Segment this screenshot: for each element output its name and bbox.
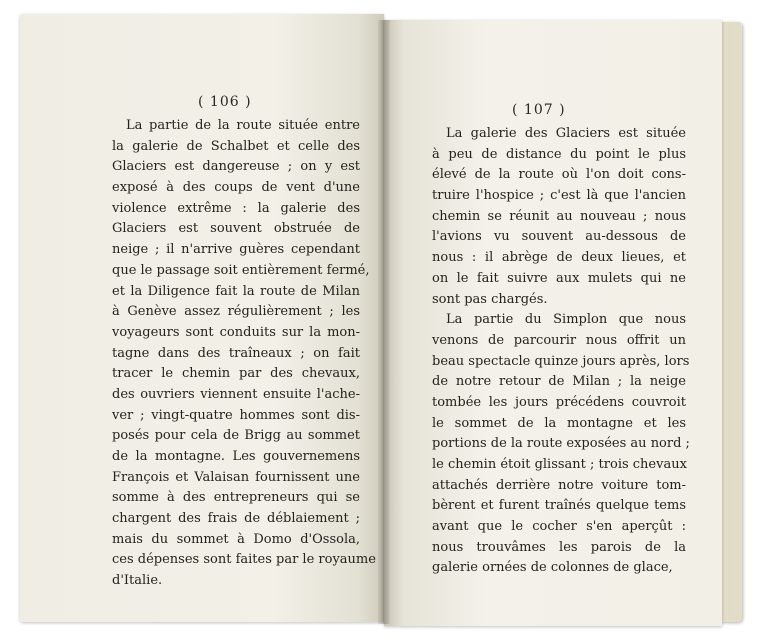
text-line: La partie du Simplon que nous [446, 312, 686, 328]
text-line: la galerie de Schalbet et celle des [112, 138, 360, 154]
text-line: exposé à des coups de vent d'une [112, 180, 360, 196]
right-page-text [432, 124, 690, 579]
text-line: attachés derrière notre voiture tom- [432, 477, 686, 493]
text-line: des ouvriers viennent ensuite l'ache- [112, 386, 360, 402]
right-page-number: ( 107 ) [512, 102, 566, 118]
text-line: mais du sommet à Domo d'Ossola, [112, 531, 360, 547]
text-line: Glaciers est dangereuse ; on y est [112, 159, 360, 175]
text-line: sont pas chargés. [432, 291, 548, 307]
book-gutter [378, 20, 390, 624]
page-edges [720, 22, 742, 622]
text-line: chemin se réunit au nouveau ; nous [432, 208, 686, 224]
text-line: avant que le cocher s'en aperçût : [432, 519, 686, 535]
text-line: ver ; vingt-quatre hommes sont dis- [112, 407, 360, 423]
right-page [384, 20, 722, 626]
text-line: beau spectacle quinze jours après, lors [432, 353, 690, 369]
text-line: tombée les jours précédens couvroit [432, 394, 686, 410]
text-line: venons de parcourir nous offrit un [432, 332, 686, 348]
text-line: et la Diligence fait la route de Milan [112, 283, 360, 299]
text-line: tracer le chemin par des chevaux, [112, 366, 360, 382]
text-line: l'avions vu souvent au-dessous de [432, 229, 686, 245]
text-line: portions de la route exposées au nord ; [432, 436, 690, 452]
left-page [20, 14, 384, 622]
left-page-text [112, 116, 376, 592]
left-page-number: ( 106 ) [198, 94, 252, 110]
text-line: à Genève assez régulièrement ; les [112, 304, 360, 320]
text-line: élevé de la route où l'on doit cons- [432, 167, 686, 183]
text-line: galerie ornées de colonnes de glace, [432, 560, 673, 576]
text-line: voyageurs sont conduits sur la mon- [112, 324, 360, 340]
text-line: La partie de la route située entre [126, 118, 360, 133]
text-line: posés pour cela de Brigg au sommet [112, 428, 360, 444]
text-line: Glaciers est souvent obstruée de [112, 221, 360, 237]
text-line: de notre retour de Milan ; la neige [432, 374, 686, 390]
text-line: tagne dans des traîneaux ; on fait [112, 345, 360, 361]
text-line: chargent des frais de déblaiement ; [112, 511, 360, 527]
text-line: à peu de distance du point le plus [432, 146, 686, 162]
text-line: nous : il abrège de deux lieues, et [432, 250, 686, 266]
text-line: somme à des entrepreneurs qui se [112, 490, 360, 506]
text-line: neige ; il n'arrive guères cependant [112, 242, 360, 258]
text-line: de la montagne. Les gouvernemens [112, 449, 360, 464]
text-line: d'Italie. [112, 573, 163, 589]
text-line: La galerie des Glaciers est située [446, 126, 686, 141]
text-line: violence extrême : la galerie des [112, 200, 360, 216]
text-line: que le passage soit entièrement fermé, [112, 262, 370, 278]
text-line: le chemin étoit glissant ; trois chevaux [432, 457, 687, 472]
text-line: truire l'hospice ; c'est là que l'ancien [432, 188, 686, 204]
text-line: le sommet de la montagne et les [432, 415, 686, 431]
text-line: on le fait suivre aux mulets qui ne [432, 270, 686, 286]
text-line: bèrent et furent traînés quelque tems [432, 498, 686, 514]
text-line: ces dépenses sont faites par le royaume [112, 552, 376, 568]
text-line: François et Valaisan fournissent une [112, 469, 360, 485]
text-line: nous trouvâmes les parois de la [432, 539, 686, 555]
